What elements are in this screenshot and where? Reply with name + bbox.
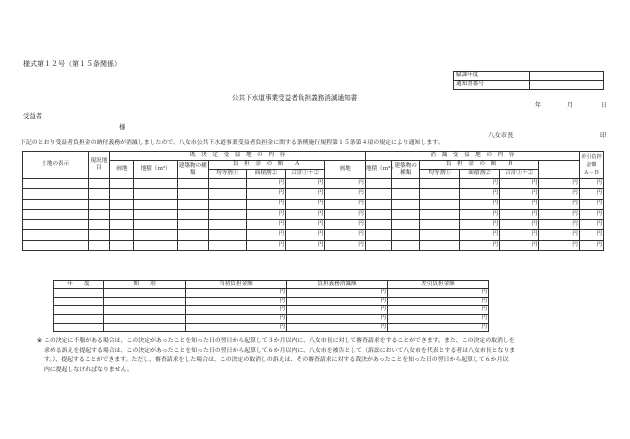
entry-cell[interactable]	[110, 209, 134, 219]
amount-cell[interactable]: 円	[500, 179, 539, 189]
entry-cell[interactable]	[365, 220, 391, 230]
entry-cell[interactable]	[420, 199, 459, 209]
summary-amount-cell[interactable]: 円	[388, 306, 489, 315]
entry-cell[interactable]	[365, 189, 391, 199]
amount-cell[interactable]: 円	[539, 179, 579, 189]
note-line: す。）、提起することができます。ただし、審査請求をした場合は、この決定の取消しの訴えは、その審査請求に対する裁決があったことを知った日の翌日から起算して６か月以	[44, 357, 509, 364]
land-label: 土地の表示	[23, 152, 89, 179]
area-header: 地積（ｍ²）	[134, 161, 178, 179]
amount-cell[interactable]: 円	[459, 220, 499, 230]
entry-cell[interactable]	[392, 220, 420, 230]
summary-entry-cell[interactable]	[104, 306, 186, 315]
table-row	[23, 240, 604, 250]
entry-cell[interactable]	[208, 209, 246, 219]
amount-cell[interactable]: 円	[325, 230, 365, 240]
summary-row	[54, 306, 489, 315]
summary-amount-cell[interactable]: 円	[186, 315, 287, 324]
amount-cell[interactable]: 円	[325, 199, 365, 209]
entry-cell[interactable]	[110, 179, 134, 189]
table-row	[23, 209, 604, 219]
area-share-b: 面積割②	[459, 170, 499, 179]
entry-cell[interactable]	[365, 179, 391, 189]
amount-cell[interactable]: 円	[286, 240, 325, 250]
amount-cell[interactable]: 円	[500, 189, 539, 199]
entry-cell[interactable]	[134, 199, 178, 209]
entry-cell[interactable]	[110, 220, 134, 230]
summary-entry-cell[interactable]	[104, 289, 186, 298]
entry-cell[interactable]	[134, 230, 178, 240]
amount-cell[interactable]: 円	[579, 179, 603, 189]
amount-cell[interactable]: 円	[325, 179, 365, 189]
entry-cell[interactable]	[365, 240, 391, 250]
entry-cell[interactable]	[365, 230, 391, 240]
recipient-honorific: 様	[119, 123, 126, 131]
issuer-seal: 印	[600, 131, 607, 139]
amount-cell[interactable]: 円	[579, 220, 603, 230]
amount-cell[interactable]: 円	[286, 199, 325, 209]
note-line: 内に提起しなければなりません。	[44, 366, 133, 373]
amount-cell[interactable]: 円	[286, 230, 325, 240]
summary-amount-cell[interactable]: 円	[388, 297, 489, 306]
entry-cell[interactable]	[208, 220, 246, 230]
fiscal-year-value[interactable]	[530, 72, 604, 81]
amount-cell[interactable]: 円	[500, 230, 539, 240]
entry-cell[interactable]	[178, 220, 209, 230]
summary-row	[54, 323, 489, 332]
amount-cell[interactable]: 円	[246, 179, 285, 189]
entry-cell[interactable]	[208, 199, 246, 209]
summary-amount-cell[interactable]: 円	[287, 297, 388, 306]
table-row	[23, 189, 604, 199]
page-title: 公共下水道事業受益者負担義務消滅通知書	[232, 94, 358, 102]
summary-entry-cell[interactable]	[54, 289, 104, 298]
entry-cell[interactable]	[23, 230, 89, 240]
balance-formula: Ａ－Ｂ	[583, 170, 600, 176]
amount-cell[interactable]: 円	[246, 209, 285, 219]
amount-cell[interactable]: 円	[539, 199, 579, 209]
date-day-label: 日	[601, 102, 608, 109]
summary-amount-cell[interactable]: 円	[287, 315, 388, 324]
amount-cell[interactable]: 円	[539, 240, 579, 250]
amount-cell[interactable]: 円	[459, 240, 499, 250]
summary-row	[54, 315, 489, 324]
summary-table	[53, 280, 489, 332]
amount-cell[interactable]: 円	[286, 179, 325, 189]
entry-cell[interactable]	[420, 179, 459, 189]
entry-cell[interactable]	[88, 209, 110, 219]
entry-cell[interactable]	[178, 179, 209, 189]
entry-cell[interactable]	[365, 199, 391, 209]
notice-number-label: 通知書番号	[454, 81, 530, 90]
table-row	[23, 230, 604, 240]
table-row	[23, 220, 604, 230]
entry-cell[interactable]	[420, 240, 459, 250]
entry-cell[interactable]	[23, 189, 89, 199]
amount-cell[interactable]: 円	[246, 230, 285, 240]
entry-cell[interactable]	[392, 199, 420, 209]
amount-cell[interactable]: 円	[500, 240, 539, 250]
amount-cell[interactable]: 円	[539, 220, 579, 230]
entry-cell[interactable]	[134, 209, 178, 219]
balance-label: 差引負担金額	[581, 154, 602, 168]
summary-entry-cell[interactable]	[54, 315, 104, 324]
entry-cell[interactable]	[88, 240, 110, 250]
entry-cell[interactable]	[134, 189, 178, 199]
entry-cell[interactable]	[23, 240, 89, 250]
amount-cell[interactable]: 円	[579, 209, 603, 219]
current-lot-header: 現況地目	[88, 152, 110, 179]
summary-header-lapsed: 負担義務消滅額	[287, 281, 388, 289]
entry-cell[interactable]	[178, 199, 209, 209]
amount-cell[interactable]: 円	[286, 189, 325, 199]
amount-cell[interactable]: 円	[325, 209, 365, 219]
entry-cell[interactable]	[23, 220, 89, 230]
total-a: 合計①＋②	[286, 170, 325, 179]
building-type-header: 建築物の種類	[178, 161, 209, 179]
summary-amount-cell[interactable]: 円	[186, 306, 287, 315]
summary-amount-cell[interactable]: 円	[186, 323, 287, 332]
note-line: 求める訴えを提起する場合は、この決定があったことを知った日の翌日から起算して６か月以内に、八女市を被告として（訴訟において八女市を代表とする者は八女市長となりま	[44, 347, 516, 354]
entry-cell[interactable]	[392, 230, 420, 240]
entry-cell[interactable]	[392, 209, 420, 219]
amount-cell[interactable]: 円	[539, 189, 579, 199]
form-number: 様式第１２号（第１５条関係）	[23, 60, 121, 68]
entry-cell[interactable]	[134, 220, 178, 230]
lapsed-area-header: 地積（ｍ²）	[365, 161, 391, 179]
area-share-a: 面積割②	[246, 170, 285, 179]
lapsed-group-header: 消 滅 受 益 地 の 内 容	[365, 152, 579, 161]
fiscal-year-label: 賦課年度	[454, 72, 530, 81]
amount-cell[interactable]: 円	[459, 209, 499, 219]
summary-table-body	[54, 289, 489, 332]
entry-cell[interactable]	[178, 230, 209, 240]
amount-cell[interactable]: 円	[539, 230, 579, 240]
amount-cell[interactable]: 円	[579, 189, 603, 199]
entry-cell[interactable]	[23, 199, 89, 209]
entry-cell[interactable]	[134, 179, 178, 189]
notice-text	[44, 337, 614, 375]
summary-amount-cell[interactable]: 円	[388, 323, 489, 332]
entry-cell[interactable]	[208, 230, 246, 240]
benefit-land-table	[22, 151, 604, 251]
entry-cell[interactable]	[23, 179, 89, 189]
entry-cell[interactable]	[420, 230, 459, 240]
table-row	[23, 179, 604, 189]
amount-cell[interactable]: 円	[579, 199, 603, 209]
entry-cell[interactable]	[134, 240, 178, 250]
entry-cell[interactable]	[208, 189, 246, 199]
summary-amount-cell[interactable]: 円	[287, 289, 388, 298]
entry-cell[interactable]	[88, 199, 110, 209]
entry-cell[interactable]	[110, 230, 134, 240]
entry-cell[interactable]	[178, 209, 209, 219]
summary-header-balance: 差引負担金額	[388, 281, 489, 289]
amount-cell[interactable]: 円	[325, 240, 365, 250]
amount-cell[interactable]: 円	[579, 230, 603, 240]
charge-a-header: 負 担 金 の 額 Ａ	[208, 161, 325, 170]
intro-text: 下記のとおり受益者負担金の納付義務が消滅しましたので、八女市公共下水道事業受益者負担金に関する条例施行規程第１５条第４項の規定により通知します。	[20, 140, 444, 146]
entry-cell[interactable]	[88, 179, 110, 189]
entry-cell[interactable]	[208, 179, 246, 189]
summary-entry-cell[interactable]	[104, 315, 186, 324]
amount-cell[interactable]: 円	[459, 230, 499, 240]
entry-cell[interactable]	[208, 240, 246, 250]
amount-cell[interactable]: 円	[246, 240, 285, 250]
amount-cell[interactable]: 円	[246, 220, 285, 230]
summary-row	[54, 289, 489, 298]
entry-cell[interactable]	[365, 209, 391, 219]
date-year-label: 年	[535, 102, 542, 109]
entry-cell[interactable]	[88, 230, 110, 240]
summary-header-period: 期 別	[104, 281, 186, 289]
amount-cell[interactable]: 円	[286, 209, 325, 219]
amount-cell[interactable]: 円	[459, 189, 499, 199]
entry-cell[interactable]	[178, 240, 209, 250]
lot-header: 画地	[110, 161, 134, 179]
entry-cell[interactable]	[420, 220, 459, 230]
summary-entry-cell[interactable]	[54, 323, 104, 332]
summary-amount-cell[interactable]: 円	[388, 289, 489, 298]
amount-cell[interactable]: 円	[246, 199, 285, 209]
summary-entry-cell[interactable]	[54, 297, 104, 306]
note-line: この決定に不服がある場合は、この決定があったことを知った日の翌日から起算して３か月以内に、八女市長に対して審査請求をすることができます。また、この決定の取消しを	[44, 338, 515, 344]
main-table-body	[23, 179, 604, 251]
amount-cell[interactable]: 円	[500, 199, 539, 209]
amount-cell[interactable]: 円	[539, 209, 579, 219]
note-mark: ※	[37, 338, 42, 344]
summary-row	[54, 297, 489, 306]
summary-amount-cell[interactable]: 円	[287, 323, 388, 332]
notice-number-value[interactable]	[530, 81, 604, 90]
entry-cell[interactable]	[110, 189, 134, 199]
summary-amount-cell[interactable]: 円	[186, 289, 287, 298]
summary-amount-cell[interactable]: 円	[388, 315, 489, 324]
reference-box	[453, 71, 604, 90]
entry-cell[interactable]	[392, 240, 420, 250]
entry-cell[interactable]	[88, 220, 110, 230]
entry-cell[interactable]	[110, 199, 134, 209]
lapsed-building-type-header: 建築物の種類	[392, 161, 420, 179]
entry-cell[interactable]	[23, 209, 89, 219]
entry-cell[interactable]	[420, 189, 459, 199]
amount-cell[interactable]: 円	[459, 179, 499, 189]
charge-b-header: 負 担 金 の 額 Ｂ	[420, 161, 539, 170]
summary-entry-cell[interactable]	[104, 297, 186, 306]
decided-group-header: 既 決 定 受 益 地 の 内 容	[110, 152, 366, 161]
balance-header	[579, 152, 603, 179]
issuer-name: 八女市長	[488, 131, 514, 139]
lapsed-lot-header: 画地	[325, 161, 365, 179]
entry-cell[interactable]	[392, 189, 420, 199]
amount-cell[interactable]: 円	[325, 189, 365, 199]
summary-header-year: 年 度	[54, 281, 104, 289]
amount-cell[interactable]: 円	[325, 220, 365, 230]
amount-cell[interactable]: 円	[246, 189, 285, 199]
entry-cell[interactable]	[88, 189, 110, 199]
equal-share-a: 均等割①	[208, 170, 246, 179]
amount-cell[interactable]: 円	[579, 240, 603, 250]
recipient-label: 受益者	[23, 112, 43, 120]
entry-cell[interactable]	[178, 189, 209, 199]
summary-entry-cell[interactable]	[54, 306, 104, 315]
date-month-label: 月	[567, 102, 574, 109]
amount-cell[interactable]: 円	[500, 209, 539, 219]
summary-amount-cell[interactable]: 円	[287, 306, 388, 315]
entry-cell[interactable]	[392, 179, 420, 189]
amount-cell[interactable]: 円	[286, 220, 325, 230]
total-b: 合計①＋②	[500, 170, 539, 179]
amount-cell[interactable]: 円	[459, 199, 499, 209]
entry-cell[interactable]	[420, 209, 459, 219]
table-row	[23, 199, 604, 209]
amount-cell[interactable]: 円	[500, 220, 539, 230]
summary-amount-cell[interactable]: 円	[186, 297, 287, 306]
summary-header-initial: 当初負担金額	[186, 281, 287, 289]
summary-entry-cell[interactable]	[104, 323, 186, 332]
equal-share-b: 均等割①	[420, 170, 459, 179]
entry-cell[interactable]	[110, 240, 134, 250]
